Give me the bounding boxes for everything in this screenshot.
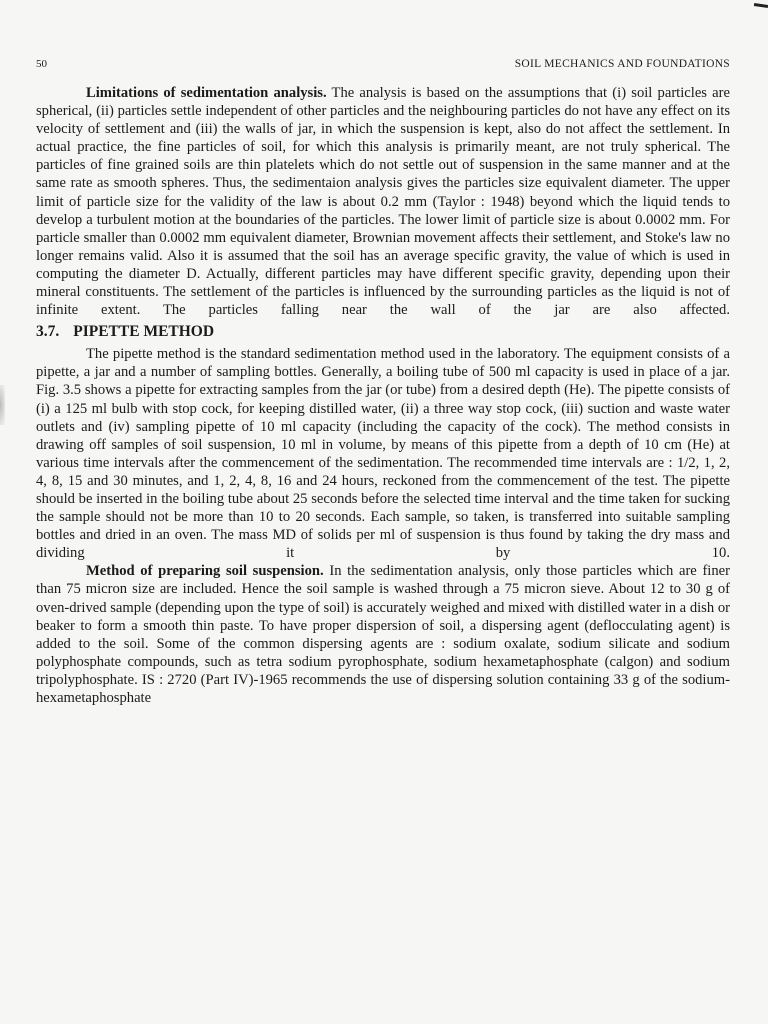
limitations-text: The analysis is based on the assumptions that (i) soil particles are spherical, (ii) particles settle independent of other particles and the neighbouring particles do not have any effect on its velocity of settlement and (iii) the walls of jar, in which the suspension is kept, also do not affect the settlement. In actual practice, the fine particles of soil, for which this analysis is primarily meant, are not truly spherical. The particles of fine grained soils are thin platelets which do not settle out of suspension in the same manner and at the same rate as smooth spheres. Thus, the sedimentaion analysis gives the particles size equivalent diameter. The upper limit of particle size for the validity of the law is about 0.2 mm (Taylor : 1948) beyond which the liquid tends to develop a turbulent motion at the boundaries of the particles. The lower limit of particle size is about 0.0002 mm. For particle smaller than 0.0002 mm equivalent diameter, Brownian movement affects their settlement, and Stoke's law no longer remains valid. Also it is assumed that the soil has an average specific gravity, the value of which is used in computing the diameter D. Actually, different particles may have different specific gravity, depending upon their mineral constituents. The settlement of the particles is influenced by the surrounding particles as the liquid is not of infinite extent. The particles falling near the wall of the jar are also affected. bbox=[36, 85, 730, 319]
running-head bbox=[36, 58, 730, 70]
suspension-paragraph bbox=[36, 562, 730, 707]
section-number: 3.7. bbox=[36, 323, 60, 341]
book-title: SOIL MECHANICS AND FOUNDATIONS bbox=[514, 58, 730, 70]
pipette-paragraph: The pipette method is the standard sedimentation method used in the laboratory. The equipment consists of a pipette, a jar and a number of sampling bottles. Generally, a boiling tube of 500 ml capacity is used in place of a jar. Fig. 3.5 shows a pipette for extracting samples from the jar (or tube) from a desired depth (He). The pipette consists of (i) a 125 ml bulb with stop cock, for keeping distilled water, (ii) a three way stop cock, (iii) suction and waste water outlets and (iv) sampling pipette of 10 ml capacity (including the capacity of the cock). The method consists in drawing off samples of soil suspension, 10 ml in volume, by means of this pipette from a depth of 10 cm (He) at various time intervals after the commencement of the sedimentation. The recommended time intervals are : 1/2, 1, 2, 4, 8, 15 and 30 minutes, and 1, 2, 4, 8, 16 and 24 hours, reckoned from the commencement of the test. The pipette should be inserted in the boiling tube about 25 seconds before the selected time interval and the time taken for sucking the sample should not be more than 10 to 20 seconds. Each sample, so taken, is transferred into suitable sampling bottles and dried in an oven. The mass MD of solids per ml of suspension is thus found by taking the dry mass and dividing it by 10. bbox=[36, 346, 730, 562]
page-number: 50 bbox=[36, 58, 47, 70]
scan-shadow bbox=[0, 385, 5, 425]
suspension-heading: Method of preparing soil suspension. bbox=[86, 563, 324, 580]
section-title: PIPETTE METHOD bbox=[73, 323, 215, 341]
scan-mark bbox=[754, 3, 768, 8]
section-heading bbox=[36, 323, 730, 341]
limitations-heading: Limitations of sedimentation analysis. bbox=[86, 85, 327, 101]
limitations-paragraph bbox=[36, 84, 730, 319]
book-page bbox=[36, 58, 730, 707]
suspension-text: In the sedimentation analysis, only those particles which are finer than 75 micron size are included. Hence the soil sample is washed through a 75 micron sieve. About 12 to 30 g of oven-drived sample (depending upon the type of soil) is accurately weighed and mixed with distilled water in a dish or beaker to form a smooth thin paste. To have proper dispersion of soil, a dispersing agent (deflocculating agent) is added to the soil. Some of the common dispersing agents are : sodium oxalate, sodium silicate and sodium polyphosphate compounds, such as tetra sodium pyrophosphate, sodium hexametaphosphate (calgon) and sodium tripolyphosphate. IS : 2720 (Part IV)-1965 recommends the use of dispersing solution containing 33 g of the sodium-hexametaphosphate bbox=[36, 563, 730, 706]
